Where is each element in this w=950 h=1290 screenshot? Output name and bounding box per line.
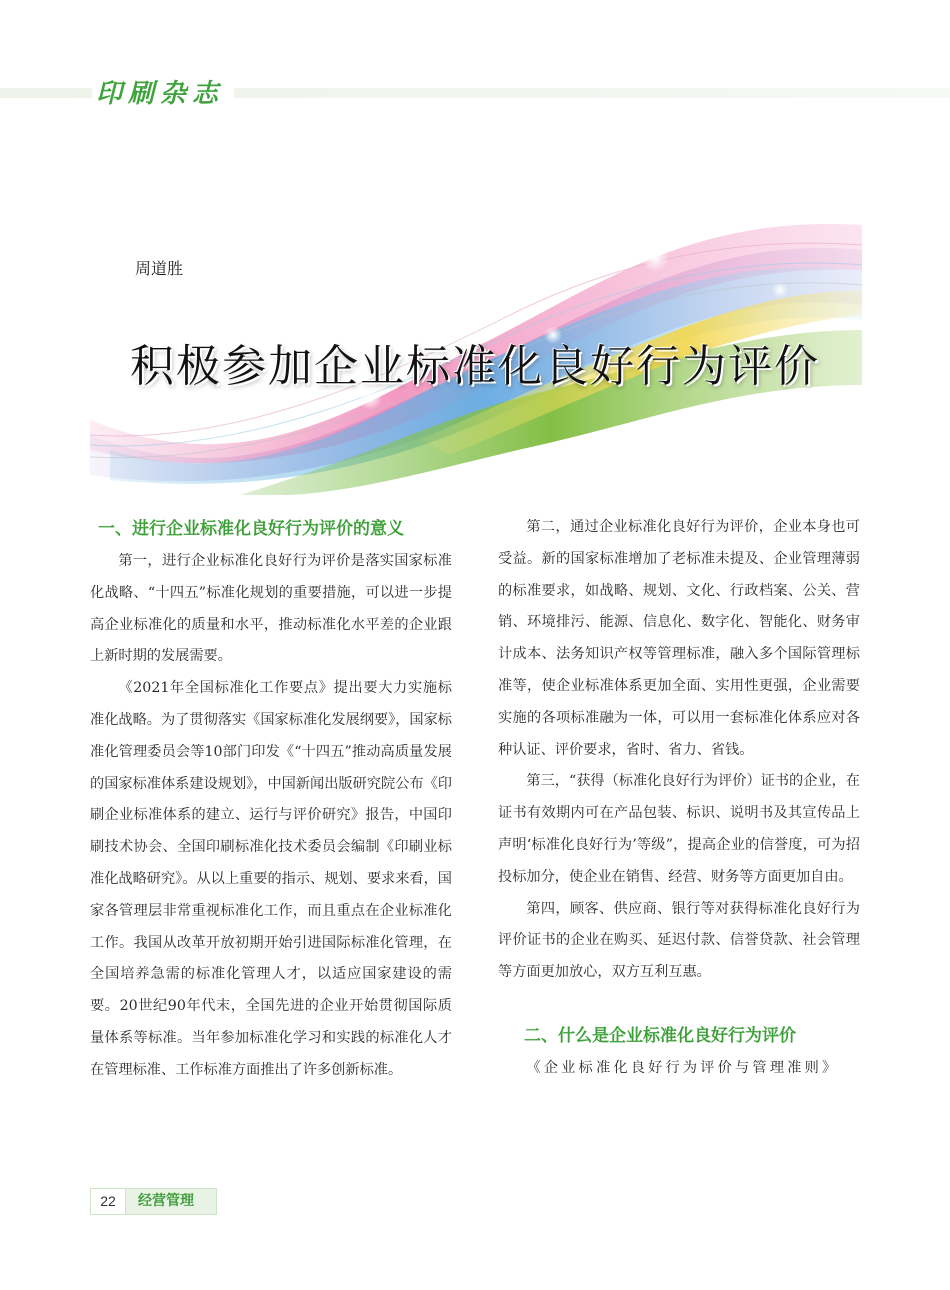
- section-name: 经营管理: [138, 1193, 194, 1209]
- right-column: [498, 512, 860, 1085]
- section-heading-2: 二、什么是企业标准化良好行为评价: [524, 1025, 796, 1046]
- page-number: 22: [91, 1189, 126, 1214]
- magazine-logo: 印刷杂志: [92, 72, 234, 116]
- body-paragraph: 第二，通过企业标准化良好行为评价，企业本身也可受益。新的国家标准增加了老标准未提及、企业管理薄弱的标准要求，如战略、规划、文化、行政档案、公关、营销、环境排污、能源、信息化、数字化、智能化、财务审计成本、法务知识产权等管理标准，融入多个国际管理标准等，使企业标准体系更加全面、实用性更强，企业需要实施的各项标准融为一体，可以用一套标准化体系应对各种认证、评价要求，省时、省力、省钱。: [498, 519, 860, 758]
- body-paragraph: 《2021年全国标准化工作要点》提出要大力实施标准化战略。为了贯彻落实《国家标准化发展纲要》，国家标准化管理委员会等10部门印发《“十四五”推动高质量发展的国家标准体系建设规划》，中国新闻出版研究院公布《印刷企业标准体系的建立、运行与评价研究》报告，中国印刷技术协会、全国印刷标准化技术委员会编制《印刷业标准化战略研究》。从以上重要的指示、规划、要求来看，国家各管理层非常重视标准化工作，而且重点在企业标准化工作。我国从改革开放初期开始引进国际标准化管理，在全国培养急需的标准化管理人才，以适应国家建设的需要。20世纪90年代末，全国先进的企业开始贯彻国际质量体系等标准。当年参加标准化学习和实践的标准化人才在管理标准、工作标准方面推出了许多创新标准。: [90, 680, 452, 1078]
- body-paragraph: 第三，“获得（标准化良好行为评价）证书的企业，在证书有效期内可在产品包装、标识、说明书及其宣传品上声明‘标准化良好行为’等级”，提高企业的信誉度，可为招投标加分，使企业在销售、经营、财务等方面更加自由。: [498, 773, 860, 885]
- left-column: [90, 512, 452, 1087]
- section-heading-1: 一、进行企业标准化良好行为评价的意义: [98, 519, 404, 539]
- body-paragraph: 第四，顾客、供应商、银行等对获得标准化良好行为评价证书的企业在购买、延迟付款、信誉贷款、社会管理等方面更加放心，双方互利互惠。: [498, 900, 860, 981]
- body-paragraph: 第一，进行企业标准化良好行为评价是落实国家标准化战略、“十四五”标准化规划的重要措施，可以进一步提高企业标准化的质量和水平，推动标准化水平差的企业跟上新时期的发展需要。: [90, 553, 452, 665]
- article-title: 积极参加企业标准化良好行为评价: [130, 341, 820, 392]
- article-author: 周道胜: [135, 259, 184, 278]
- page-footer: [90, 1188, 217, 1215]
- body-paragraph-start: 《企业标准化良好行为评价与管理准则》: [526, 1059, 840, 1076]
